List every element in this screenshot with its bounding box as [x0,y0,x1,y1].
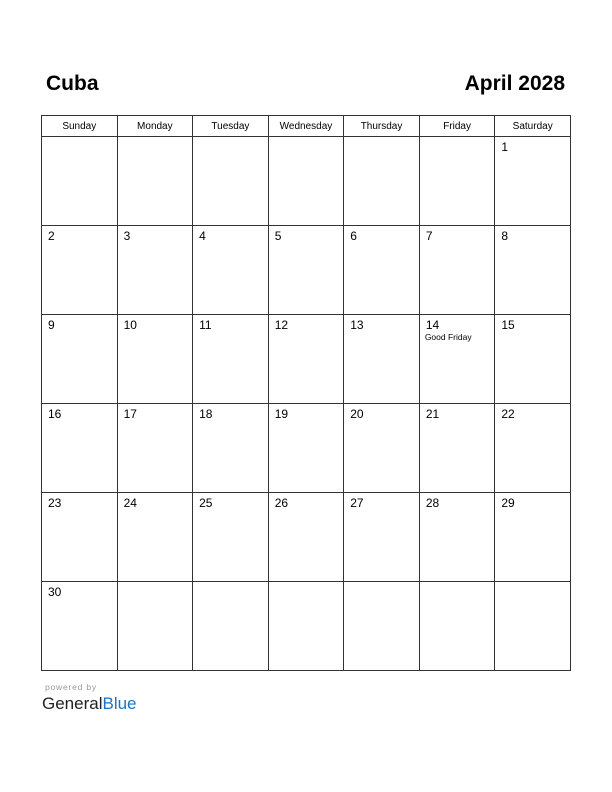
weekday-saturday: Saturday [495,116,571,137]
day-number [344,137,419,140]
brand-logo [42,694,137,714]
day-number [193,137,268,140]
day-number: 20 [350,407,364,421]
day-number: 27 [350,496,364,510]
day-cell [42,582,118,671]
day-number [344,582,419,585]
day-number: 18 [199,407,213,421]
day-cell [117,137,193,226]
day-number: 8 [501,229,509,243]
day-number: 26 [274,496,289,510]
day-cell [268,315,344,404]
day-cell [344,226,420,315]
day-number [495,582,570,585]
day-cell [193,493,269,582]
day-number: 11 [199,318,212,332]
day-cell [495,226,571,315]
day-cell [495,582,571,671]
day-cell [193,315,269,404]
day-number: 5 [274,229,282,243]
day-number: 1 [501,140,509,154]
day-cell [419,582,495,671]
day-number: 10 [123,318,137,332]
day-cell [419,493,495,582]
day-cell [193,404,269,493]
day-number: 16 [48,407,62,421]
weekday-thursday: Thursday [344,116,420,137]
day-cell [419,137,495,226]
weekday-wednesday: Wednesday [268,116,344,137]
day-number: 15 [501,318,515,332]
week-row [42,404,571,493]
day-number: 2 [48,229,55,243]
day-number: 25 [199,496,213,510]
day-cell [42,404,118,493]
day-cell [193,582,269,671]
day-number: 4 [199,229,206,243]
day-cell [495,315,571,404]
day-number [269,582,344,585]
day-cell [42,226,118,315]
day-cell [42,493,118,582]
day-number: 24 [123,496,137,510]
day-cell [117,582,193,671]
weekday-friday: Friday [419,116,495,137]
day-number: 23 [48,496,62,510]
week-row [42,315,571,404]
powered-by-label: powered by [45,682,97,692]
day-number: 12 [274,318,289,332]
day-cell [117,226,193,315]
month-title: April 2028 [464,72,565,95]
day-number: 7 [425,229,433,243]
day-cell [193,137,269,226]
day-number: 29 [501,496,515,510]
calendar-body [42,137,571,671]
day-number: 21 [425,407,440,421]
brand-blue-text: Blue [102,694,137,713]
day-number [42,137,117,140]
weekday-tuesday: Tuesday [193,116,269,137]
day-cell [419,226,495,315]
day-cell [419,404,495,493]
day-number [118,137,193,140]
calendar-grid [41,115,571,671]
day-cell [495,404,571,493]
brand-general-text: General [42,694,103,713]
day-cell [419,315,495,404]
day-cell [344,404,420,493]
country-title: Cuba [46,72,99,95]
day-cell [268,582,344,671]
day-cell [344,315,420,404]
week-row [42,137,571,226]
day-cell [495,493,571,582]
day-cell [268,137,344,226]
holiday-label: Good Friday [424,332,472,342]
day-number: 22 [501,407,515,421]
day-cell [193,226,269,315]
day-cell [495,137,571,226]
day-number: 28 [425,496,440,510]
day-number [118,582,193,585]
weekday-monday: Monday [117,116,193,137]
day-cell [268,493,344,582]
day-cell [268,404,344,493]
day-number: 17 [123,407,137,421]
day-number: 9 [48,318,55,332]
week-row [42,582,571,671]
weekday-header-row [42,116,571,137]
day-number: 3 [123,229,131,243]
day-cell [42,315,118,404]
day-number [420,137,495,140]
day-cell [42,137,118,226]
day-cell [117,404,193,493]
day-number [193,582,268,585]
day-number: 14 [425,318,440,332]
day-cell [268,226,344,315]
day-cell [344,137,420,226]
week-row [42,493,571,582]
day-cell [344,582,420,671]
day-number: 6 [350,229,357,243]
day-number [269,137,344,140]
day-number: 30 [48,585,62,599]
day-number: 19 [274,407,289,421]
day-cell [117,493,193,582]
day-number [420,582,495,585]
day-cell [344,493,420,582]
day-number: 13 [350,318,364,332]
week-row [42,226,571,315]
weekday-sunday: Sunday [42,116,118,137]
day-cell [117,315,193,404]
